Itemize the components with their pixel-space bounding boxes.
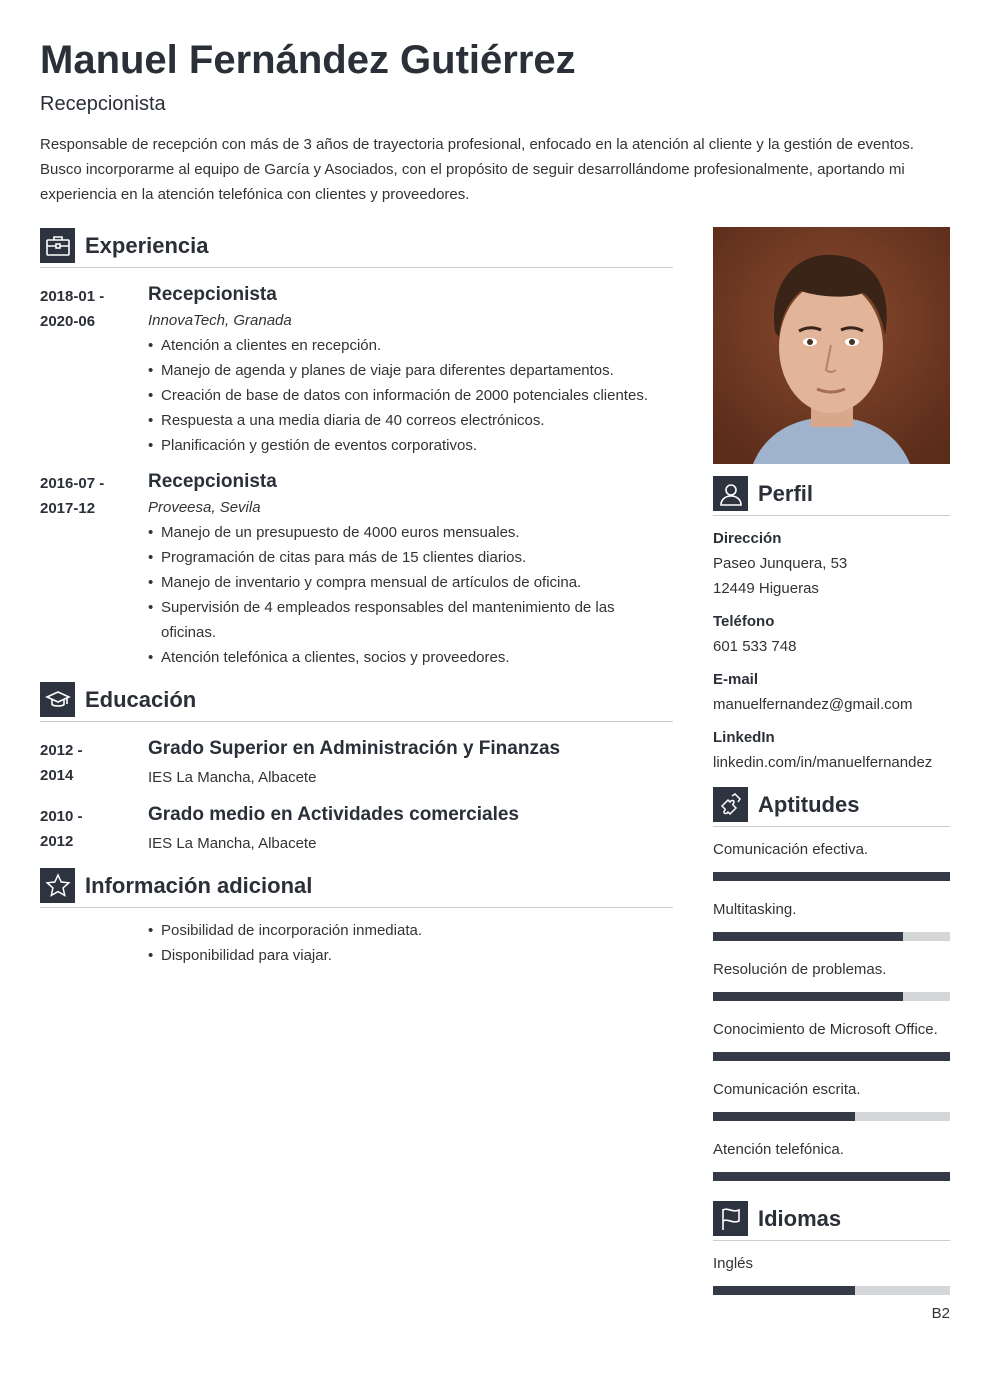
linkedin-label: LinkedIn <box>713 729 775 746</box>
skill-name: Multitasking. <box>713 901 797 918</box>
education-title: Educación <box>85 686 197 712</box>
skill-item <box>713 837 950 881</box>
bullet-item: • Manejo de inventario y compra mensual de artículos de oficina. <box>148 570 673 595</box>
email-value: manuelfernandez@gmail.com <box>713 696 913 713</box>
bullet-item: • Respuesta a una media diaria de 40 correos electrónicos. <box>148 408 673 433</box>
education-dates <box>40 736 148 790</box>
phone-value: 601 533 748 <box>713 638 797 655</box>
education-dates <box>40 802 148 856</box>
education-section-header <box>40 682 673 722</box>
skill-bar-fill <box>713 932 903 941</box>
languages-title: Idiomas <box>758 1205 842 1231</box>
candidate-role: Recepcionista <box>40 93 166 115</box>
date-end: 2017-12 <box>40 500 96 517</box>
skill-bar <box>713 932 950 941</box>
address-line: Paseo Junquera, 53 <box>713 555 848 572</box>
linkedin-value: linkedin.com/in/manuelfernandez <box>713 754 933 771</box>
skill-item <box>713 957 950 1001</box>
experience-section-header <box>40 228 673 268</box>
star-icon <box>40 868 75 903</box>
profile-photo <box>713 227 950 464</box>
resume-header <box>40 36 950 207</box>
experience-bullets <box>148 333 673 458</box>
date-end: 2012 <box>40 833 74 850</box>
additional-entry <box>40 918 673 968</box>
school-name: IES La Mancha, Albacete <box>148 769 317 786</box>
date-start: 2010 - <box>40 808 83 825</box>
company-name: InnovaTech, Granada <box>148 312 292 329</box>
date-end: 2014 <box>40 767 74 784</box>
date-end: 2020-06 <box>40 313 96 330</box>
additional-section-header <box>40 868 673 908</box>
education-entry <box>40 736 673 790</box>
bullet-item: • Manejo de agenda y planes de viaje para diferentes departamentos. <box>148 358 673 383</box>
school-name: IES La Mancha, Albacete <box>148 835 317 852</box>
skills-section-header <box>713 787 950 827</box>
profile-title: Perfil <box>758 480 814 506</box>
bullet-item: • Atención a clientes en recepción. <box>148 333 673 358</box>
experience-dates <box>40 469 148 670</box>
skill-bar <box>713 1172 950 1181</box>
user-icon <box>713 476 748 511</box>
bullet-item: • Planificación y gestión de eventos corporativos. <box>148 433 673 458</box>
skill-item <box>713 1017 950 1061</box>
job-title: Recepcionista <box>148 471 277 492</box>
skill-bar <box>713 872 950 881</box>
degree-title: Grado Superior en Administración y Finanzas <box>148 738 561 759</box>
experience-entry <box>40 469 673 670</box>
date-start: 2016-07 - <box>40 475 105 492</box>
phone-label: Teléfono <box>713 613 775 630</box>
language-item <box>713 1251 950 1326</box>
bullet-item: • Supervisión de 4 empleados responsables del mantenimiento de las oficinas. <box>148 595 673 645</box>
additional-bullets <box>148 918 673 968</box>
degree-title: Grado medio en Actividades comerciales <box>148 804 519 825</box>
right-column <box>713 227 950 1326</box>
language-level: B2 <box>931 1305 950 1322</box>
puzzle-icon <box>713 787 748 822</box>
skills-title: Aptitudes <box>758 791 860 817</box>
skills-list <box>713 837 950 1181</box>
skill-name: Comunicación efectiva. <box>713 841 869 858</box>
language-name: Inglés <box>713 1255 754 1272</box>
education-entry <box>40 802 673 856</box>
skill-name: Comunicación escrita. <box>713 1081 861 1098</box>
date-start: 2012 - <box>40 742 83 759</box>
skill-name: Conocimiento de Microsoft Office. <box>713 1021 938 1038</box>
skill-name: Resolución de problemas. <box>713 961 887 978</box>
experience-title: Experiencia <box>85 232 209 258</box>
skill-bar <box>713 1052 950 1061</box>
additional-title: Información adicional <box>85 872 313 898</box>
bullet-item: • Manejo de un presupuesto de 4000 euros mensuales. <box>148 520 673 545</box>
skill-bar <box>713 1112 950 1121</box>
summary-text: Responsable de recepción con más de 3 años de trayectoria profesional, enfocado en la atención al cliente y la gestión de eventos. Busco incorporarme al equipo de García y Asociados, con el propósito de seguir desarrollándome profesionalmente, aportando mi experiencia en la atención telefónica con clientes y proveedores. <box>40 136 914 203</box>
skill-bar-fill <box>713 992 903 1001</box>
skill-bar-fill <box>713 1112 855 1121</box>
skill-bar-fill <box>713 1172 950 1181</box>
address-label: Dirección <box>713 530 782 547</box>
skill-bar <box>713 992 950 1001</box>
skill-item <box>713 1137 950 1181</box>
email-label: E-mail <box>713 671 759 688</box>
briefcase-icon <box>40 228 75 263</box>
date-start: 2018-01 - <box>40 288 105 305</box>
languages-section-header <box>713 1201 950 1241</box>
bullet-item: • Atención telefónica a clientes, socios y proveedores. <box>148 645 673 670</box>
experience-dates <box>40 282 148 458</box>
skill-bar-fill <box>713 1052 950 1061</box>
experience-bullets <box>148 520 673 670</box>
graduation-cap-icon <box>40 682 75 717</box>
bullet-item: • Creación de base de datos con información de 2000 potenciales clientes. <box>148 383 673 408</box>
skill-bar-fill <box>713 872 950 881</box>
profile-section-header <box>713 476 950 516</box>
flag-icon <box>713 1201 748 1236</box>
skill-item <box>713 1077 950 1121</box>
experience-entry <box>40 282 673 458</box>
bullet-item: • Posibilidad de incorporación inmediata. <box>148 918 673 943</box>
skill-name: Atención telefónica. <box>713 1141 844 1158</box>
skill-item <box>713 897 950 941</box>
bullet-item: • Disponibilidad para viajar. <box>148 943 673 968</box>
language-bar <box>713 1286 950 1295</box>
language-bar-fill <box>713 1286 855 1295</box>
address-line: 12449 Higueras <box>713 580 819 597</box>
job-title: Recepcionista <box>148 284 277 305</box>
left-column <box>40 228 673 968</box>
bullet-item: • Programación de citas para más de 15 clientes diarios. <box>148 545 673 570</box>
candidate-name: Manuel Fernández Gutiérrez <box>40 38 576 82</box>
company-name: Proveesa, Sevila <box>148 499 261 516</box>
